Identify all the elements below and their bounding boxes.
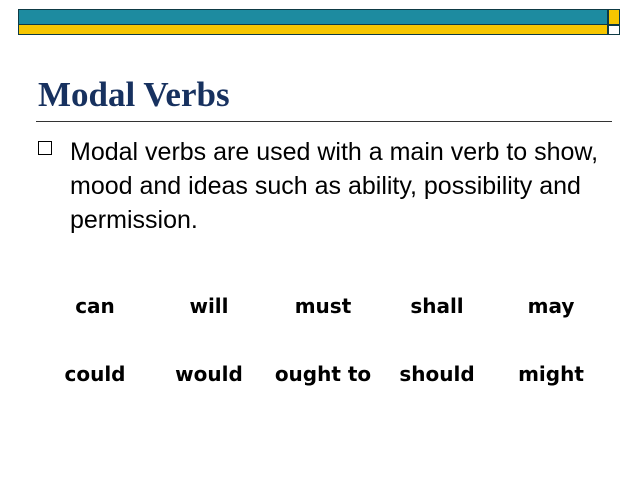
verb-cell: ought to: [274, 362, 372, 386]
verb-cell: would: [175, 362, 243, 386]
verb-row-past: [38, 331, 608, 417]
verb-cell: may: [527, 294, 575, 318]
header-corner-white-square: [608, 25, 620, 35]
header-corner-yellow-square: [608, 9, 620, 25]
verb-cell: must: [294, 294, 352, 318]
verb-cell: might: [518, 362, 584, 386]
slide-title: Modal Verbs: [38, 75, 230, 114]
bullet-text: Modal verbs are used with a main verb to show, mood and ideas such as ability, possibility and permission.: [70, 138, 599, 234]
verb-cell: could: [64, 362, 126, 386]
verb-cell: can: [75, 294, 115, 318]
header-bar-teal: [18, 9, 608, 25]
verb-cell: should: [399, 362, 475, 386]
hollow-square-bullet-icon: [38, 141, 52, 155]
header-bar-yellow: [18, 25, 608, 35]
title-divider: [36, 121, 612, 122]
verb-row-present: [38, 281, 608, 331]
verb-cell: shall: [410, 294, 464, 318]
verb-cell: will: [189, 294, 229, 318]
modal-verbs-table: [38, 281, 608, 417]
